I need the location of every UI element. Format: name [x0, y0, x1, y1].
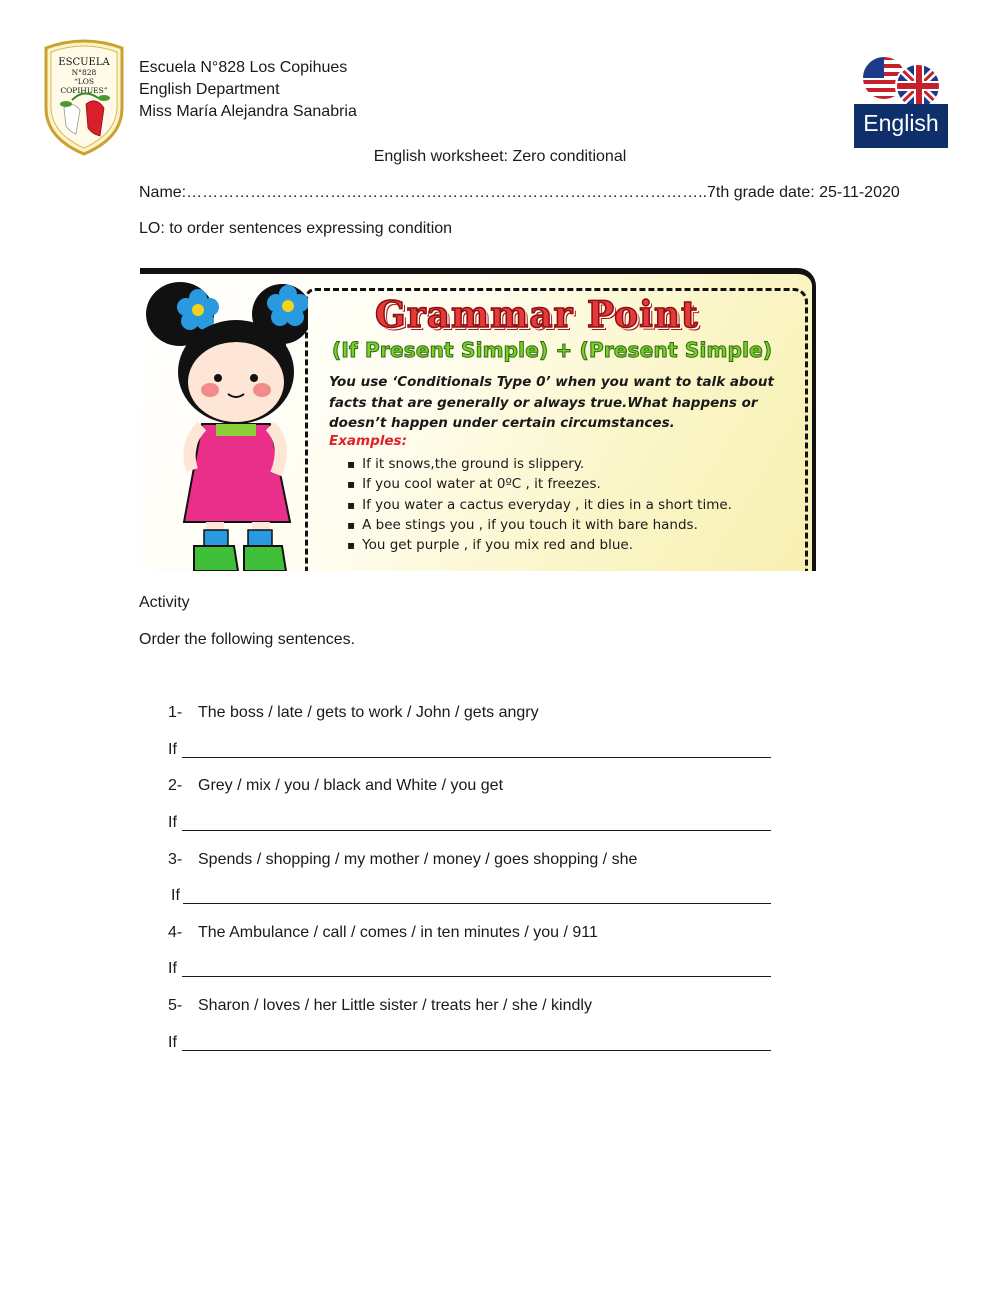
answer-line-2[interactable] — [182, 830, 771, 831]
item-text: Spends / shopping / my mother / money / goes shopping / she — [198, 851, 638, 868]
svg-text:COPIHUES”: COPIHUES” — [60, 86, 108, 95]
activity-heading: Activity — [139, 594, 190, 611]
item-text: Grey / mix / you / black and White / you get — [198, 777, 504, 794]
answer-prefix: If — [168, 960, 177, 977]
item-text: Sharon / loves / her Little sister / treats her / she / kindly — [198, 997, 592, 1014]
english-flags-badge — [850, 48, 952, 150]
svg-text:ESCUELA: ESCUELA — [58, 57, 110, 68]
svg-text:“LOS: “LOS — [73, 77, 95, 86]
answer-line-5[interactable] — [182, 1050, 771, 1051]
activity-item-4 — [168, 922, 598, 944]
examples-label: Examples: — [329, 433, 407, 449]
school-name: Escuela N°828 Los Copihues — [139, 59, 348, 76]
example-item: ▪ You get purple , if you mix red and blue. — [347, 535, 732, 555]
department-name: English Department — [139, 81, 280, 98]
grammar-description: You use ‘Conditionals Type 0’ when you want to talk about facts that are generally or always true.What happens or doesn’t happen under certain circumstances. — [329, 374, 774, 431]
school-crest-logo — [42, 38, 126, 156]
grammar-point-title: Grammar Point — [375, 294, 699, 336]
svg-text:N°828: N°828 — [71, 68, 97, 77]
worksheet-title: English worksheet: Zero conditional — [373, 148, 627, 165]
activity-item-3 — [168, 849, 637, 871]
teacher-name: Miss María Alejandra Sanabria — [139, 103, 357, 120]
item-number: 2- — [168, 777, 183, 794]
learning-objective: LO: to order sentences expressing condition — [139, 220, 453, 237]
name-date-line: Name:……………………………………………………………………………………..7th grade date: 25-11-2020 — [139, 184, 900, 201]
examples-list — [347, 454, 732, 555]
answer-prefix: If — [168, 1034, 177, 1051]
answer-prefix: If — [168, 814, 177, 831]
girl-illustration — [140, 274, 308, 571]
item-text: The Ambulance / call / comes / in ten minutes / you / 911 — [198, 924, 598, 941]
english-badge-label: English — [863, 110, 939, 136]
activity-item-5 — [168, 995, 592, 1017]
answer-line-4[interactable] — [182, 976, 771, 977]
grammar-point-box — [140, 268, 816, 571]
item-number: 4- — [168, 924, 183, 941]
item-text: The boss / late / gets to work / John / gets angry — [198, 704, 539, 721]
item-number: 5- — [168, 997, 183, 1014]
example-item: ▪ A bee stings you , if you touch it with bare hands. — [347, 515, 732, 535]
activity-instruction: Order the following sentences. — [139, 631, 356, 648]
answer-prefix: If — [168, 741, 177, 758]
answer-line-3[interactable] — [183, 903, 771, 904]
example-item: ▪ If you water a cactus everyday , it dies in a short time. — [347, 495, 732, 515]
item-number: 1- — [168, 704, 183, 721]
item-number: 3- — [168, 851, 183, 868]
grammar-formula: (If Present Simple) + (Present Simple) — [332, 338, 773, 362]
answer-prefix: If — [171, 887, 180, 904]
activity-item-1 — [168, 702, 539, 724]
activity-item-2 — [168, 775, 503, 797]
answer-line-1[interactable] — [182, 757, 771, 758]
example-item: ▪ If you cool water at 0ºC , it freezes. — [347, 474, 732, 494]
example-item: ▪ If it snows,the ground is slippery. — [347, 454, 732, 474]
